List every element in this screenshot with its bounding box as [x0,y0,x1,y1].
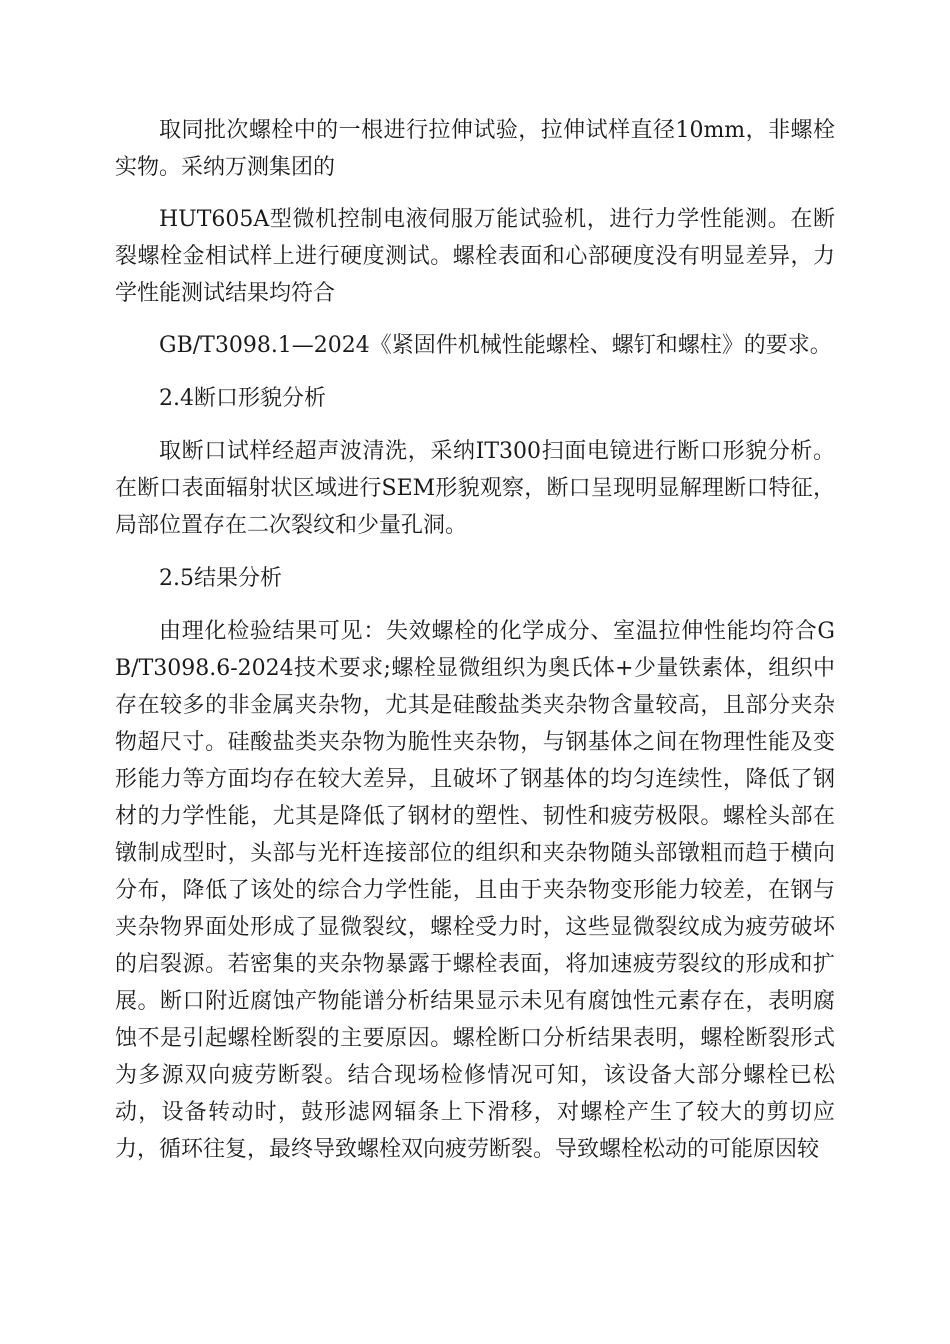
section-heading-fracture-morphology: 2.4断口形貌分析 [159,386,326,411]
document-body [115,112,835,1168]
paragraph-result-discussion: 由理化检验结果可见：失效螺栓的化学成分、室温拉伸性能均符合GB/T3098.6-2024技术要求;螺栓显微组织为奥氏体+少量铁素体，组织中存在较多的非金属夹杂物，尤其是硅酸盐类夹杂物含量较高，且部分夹杂物超尺寸。硅酸盐类夹杂物为脆性夹杂物，与钢基体之间在物理性能及变形能力等方面均存在较大差异，且破坏了钢基体的均匀连续性，降低了钢材的力学性能，尤其是降低了钢材的塑性、韧性和疲劳极限。螺栓头部在镦制成型时，头部与光杆连接部位的组织和夹杂物随头部镦粗而趋于横向分布，降低了该处的综合力学性能，且由于夹杂物变形能力较差，在钢与夹杂物界面处形成了显微裂纹，螺栓受力时，这些显微裂纹成为疲劳破坏的启裂源。若密集的夹杂物暴露于螺栓表面，将加速疲劳裂纹的形成和扩展。断口附近腐蚀产物能谱分析结果显示未见有腐蚀性元素存在，表明腐蚀不是引起螺栓断裂的主要原因。螺栓断口分析结果表明，螺栓断裂形式为多源双向疲劳断裂。结合现场检修情况可知，该设备大部分螺栓已松动，设备转动时，鼓形滤网辐条上下滑移，对螺栓产生了较大的剪切应力，循环往复，最终导致螺栓双向疲劳断裂。导致螺栓松动的可能原因较 [115,619,835,1162]
section-heading-result-analysis: 2.5结果分析 [159,566,282,591]
paragraph-tensile-test: 取同批次螺栓中的一根进行拉伸试验，拉伸试样直径10mm，非螺栓实物。采纳万测集团的 [115,118,835,180]
paragraph-testing-machine: HUT605A型微机控制电液伺服万能试验机，进行力学性能测。在断裂螺栓金相试样上进行硬度测试。螺栓表面和心部硬度没有明显差异，力学性能测试结果均符合 [115,207,835,306]
paragraph-sem-analysis: 取断口试样经超声波清洗，采纳IT300扫面电镜进行断口形貌分析。在断口表面辐射状区域进行SEM形貌观察，断口呈现明显解理断口特征，局部位置存在二次裂纹和少量孔洞。 [115,439,835,538]
paragraph-standard: GB/T3098.1—2024《紧固件机械性能螺栓、螺钉和螺柱》的要求。 [159,333,832,358]
